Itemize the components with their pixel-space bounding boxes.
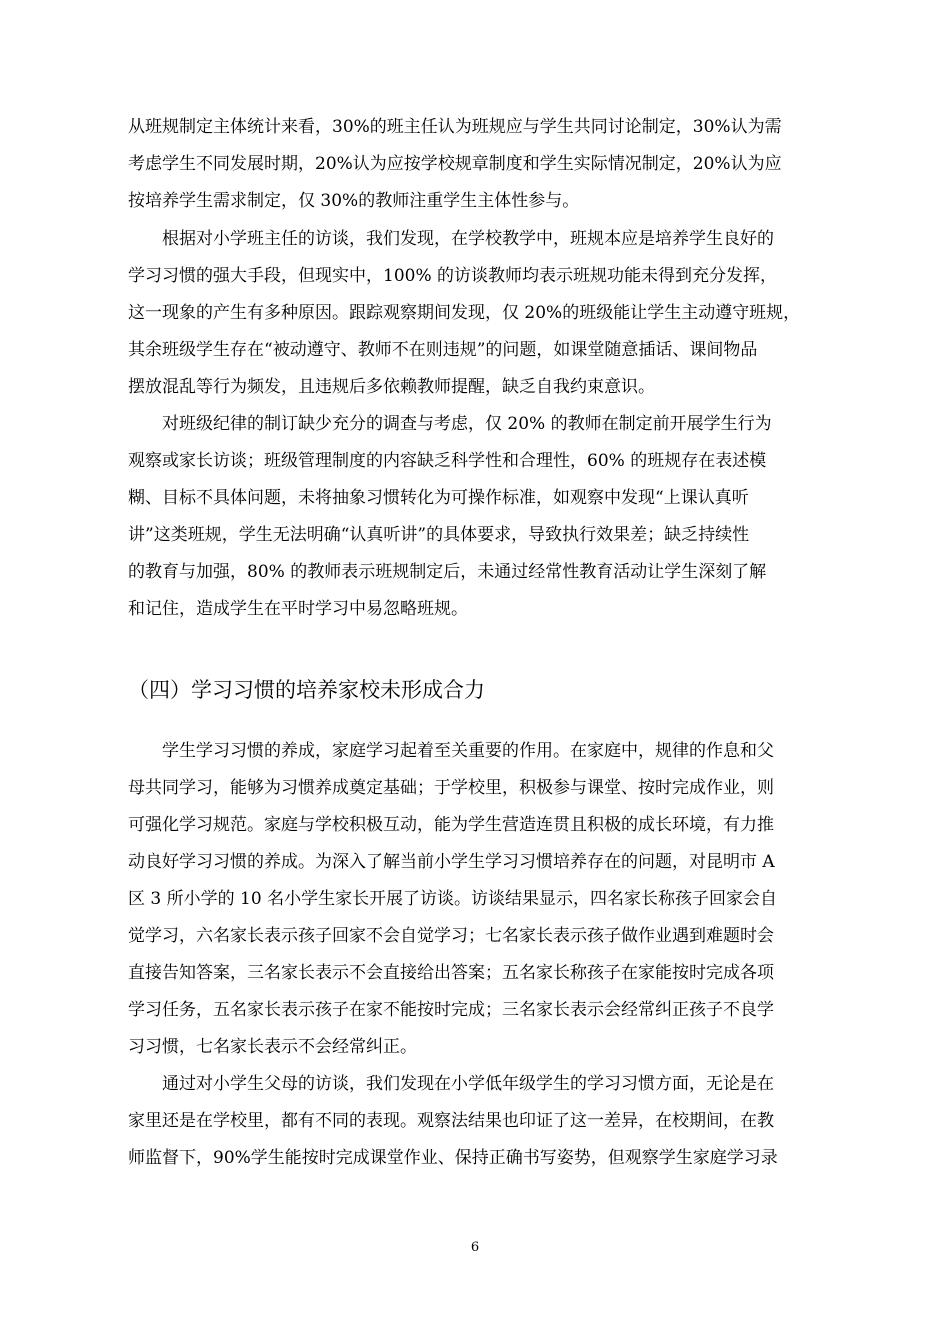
paragraph-3-line-3: 糊、目标不具体问题，未将抽象习惯转化为可操作标准，如观察中发现“上课认真听: [128, 488, 749, 508]
paragraph-5-line-2: 家里还是在学校里，都有不同的表现。观察法结果也印证了这一差异，在校期间，在教: [128, 1111, 774, 1131]
paragraph-2-line-1: 根据对小学班主任的访谈，我们发现，在学校教学中，班规本应是培养学生良好的: [162, 229, 774, 249]
paragraph-4-line-7: 直接告知答案，三名家长表示不会直接给出答案；五名家长称孩子在家能按时完成各项: [128, 963, 774, 983]
page-number: 6: [470, 1240, 480, 1255]
paragraph-5-line-3: 师监督下，90%学生能按时完成课堂作业、保持正确书写姿势，但观察学生家庭学习录: [128, 1148, 778, 1168]
paragraph-2-line-3: 这一现象的产生有多种原因。跟踪观察期间发现，仅 20%的班级能让学生主动遵守班规，: [128, 303, 801, 323]
paragraph-4-line-4: 动良好学习习惯的养成。为深入了解当前小学生学习习惯培养存在的问题，对昆明市 A: [128, 852, 775, 872]
paragraph-4-line-8: 学习任务，五名家长表示孩子在家不能按时完成；三名家长表示会经常纠正孩子不良学: [128, 1000, 774, 1020]
paragraph-3-line-6: 和记住，造成学生在平时学习中易忽略班规。: [128, 599, 468, 619]
paragraph-5-line-1: 通过对小学生父母的访谈，我们发现在小学低年级学生的学习习惯方面，无论是在: [162, 1074, 774, 1094]
section-heading: （四）学习习惯的培养家校未形成合力: [128, 678, 485, 702]
paragraph-1-line-3: 按培养学生需求制定，仅 30%的教师注重学生主体性参与。: [128, 191, 580, 211]
paragraph-4-line-3: 可强化学习规范。家庭与学校积极互动，能为学生营造连贯且积极的成长环境，有力推: [128, 815, 774, 835]
paragraph-2-line-4: 其余班级学生存在“被动遵守、教师不在则违规”的问题，如课堂随意插话、课间物品: [128, 340, 758, 360]
paragraph-3-line-1: 对班级纪律的制订缺少充分的调查与考虑，仅 20% 的教师在制定前开展学生行为: [162, 414, 772, 434]
paragraph-4-line-2: 母共同学习，能够为习惯养成奠定基础；于学校里，积极参与课堂、按时完成作业，则: [128, 778, 774, 798]
paragraph-3-line-5: 的教育与加强，80% 的教师表示班规制定后，未通过经常性教育活动让学生深刻了解: [128, 562, 767, 582]
paragraph-2-line-2: 学习习惯的强大手段，但现实中，100% 的访谈教师均表示班规功能未得到充分发挥，: [128, 266, 778, 286]
paragraph-2-line-5: 摆放混乱等行为频发，且违规后多依赖教师提醒，缺乏自我约束意识。: [128, 377, 655, 397]
paragraph-4-line-6: 觉学习，六名家长表示孩子回家不会自觉学习；七名家长表示孩子做作业遇到难题时会: [128, 926, 774, 946]
paragraph-4-line-1: 学生学习习惯的养成，家庭学习起着至关重要的作用。在家庭中，规律的作息和父: [162, 741, 774, 761]
paragraph-1-line-2: 考虑学生不同发展时期，20%认为应按学校规章制度和学生实际情况制定，20%认为应: [128, 154, 782, 174]
paragraph-3-line-4: 讲”这类班规，学生无法明确“认真听讲”的具体要求，导致执行效果差；缺乏持续性: [128, 525, 750, 545]
paragraph-4-line-9: 习习惯，七名家长表示不会经常纠正。: [128, 1037, 417, 1057]
paragraph-1-line-1: 从班规制定主体统计来看，30%的班主任认为班规应与学生共同讨论制定，30%认为需: [128, 117, 782, 137]
paragraph-3-line-2: 观察或家长访谈；班级管理制度的内容缺乏科学性和合理性，60% 的班规存在表述模: [128, 451, 767, 471]
paragraph-4-line-5: 区 3 所小学的 10 名小学生家长开展了访谈。访谈结果显示，四名家长称孩子回家会自: [128, 889, 778, 909]
